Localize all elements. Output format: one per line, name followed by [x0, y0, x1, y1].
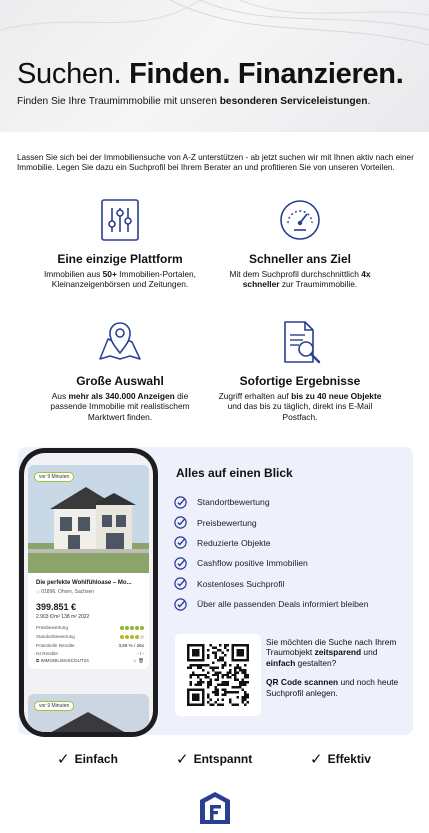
hero-subtitle: Finden Sie Ihre Traumimmobilie mit unseren besonderen Serviceleistungen. [17, 96, 371, 107]
page-title: Suchen. Finden. Finanzieren. [17, 58, 404, 90]
rating-dots [120, 635, 144, 639]
check-icon: ✓ [310, 751, 323, 768]
phone-screen [24, 453, 153, 732]
rating-row: Potentielle Rendite 3,86 % / 26x [36, 643, 144, 648]
feature-choice-title: Große Auswahl [76, 374, 164, 388]
time-badge: vor 9 Minuten [34, 701, 74, 711]
map-pin-icon [97, 319, 143, 365]
feature-platform-description: Immobilien aus 50+ Immobilien-Portalen, Kleinanzeigenbörsen und Zeitungen. [43, 269, 196, 290]
qr-call-to-action: Sie möchten die Suche nach Ihrem Traumobjekt zeitsparend und einfach gestalten? QR Code scannen und noch heute Suchprofil anlegen. [266, 637, 399, 698]
trash-icon[interactable]: 🗑 [138, 658, 144, 663]
qr-code[interactable] [175, 634, 261, 716]
company-logo [199, 791, 231, 825]
list-item: Preisbewertung [174, 512, 369, 532]
location-pin-icon: ◇ [36, 589, 40, 595]
check-circle-icon [174, 516, 187, 529]
rating-row: Ist Rendite - / - [36, 651, 144, 656]
benefit-item: ✓ Effektiv [310, 751, 371, 768]
feature-results-title: Sofortige Ergebnisse [239, 374, 361, 388]
check-icon: ✓ [176, 751, 189, 768]
check-circle-icon [174, 598, 187, 611]
benefit-item: ✓ Entspannt [176, 751, 253, 768]
list-item: Kostenloses Suchprofil [174, 574, 369, 594]
feature-platform-title: Eine einzige Plattform [57, 252, 183, 266]
speedometer-icon [277, 197, 323, 243]
check-circle-icon [174, 496, 187, 509]
feature-speed [215, 197, 385, 290]
feature-results [215, 319, 385, 422]
check-circle-icon [174, 557, 187, 570]
listing-card[interactable] [28, 465, 149, 669]
feature-platform [35, 197, 205, 290]
feature-choice [35, 319, 205, 422]
qr-code-icon [187, 644, 249, 706]
listing-card[interactable] [28, 694, 149, 732]
feature-speed-title: Schneller ans Ziel [248, 252, 352, 266]
overview-checklist [174, 492, 369, 614]
feature-results-description: Zugriff erhalten auf bis zu 40 neue Objekte und das bis zu täglich, direkt ins E-Mail Postfach. [218, 391, 382, 422]
rating-row: Preisbewertung [36, 625, 144, 630]
check-circle-icon [174, 577, 187, 590]
listing-title: Die perfekte Wohlfühloase – Mo... [36, 580, 132, 586]
phone-mockup [19, 448, 158, 737]
benefit-item: ✓ Einfach [57, 751, 118, 768]
list-item: Reduzierte Objekte [174, 533, 369, 553]
feature-choice-description: Aus mehr als 340.000 Anzeigen die passende Immobilie mit realistischem Marktwert finden. [50, 391, 190, 422]
listing-price: 399.851 € [36, 602, 77, 612]
overview-title: Alles auf einen Blick [176, 466, 293, 480]
check-circle-icon [174, 536, 187, 549]
list-item: Cashflow positive Immobilien [174, 553, 369, 573]
star-icon[interactable]: ☆ [132, 658, 137, 663]
hero-banner [0, 0, 429, 132]
list-item: Standortbewertung [174, 492, 369, 512]
external-link-icon[interactable]: ⧉ [36, 658, 40, 663]
time-badge: vor 9 Minuten [34, 472, 74, 482]
check-icon: ✓ [57, 751, 70, 768]
house-photo [28, 694, 149, 732]
rating-row: Standortbewertung [36, 634, 144, 639]
sliders-icon [97, 197, 143, 243]
listing-footer: ⧉ IMMOBILIENSCOUT24 ☆ 🗑 [36, 658, 144, 663]
rating-dots [120, 626, 144, 630]
feature-speed-description: Mit dem Suchprofil durchschnittlich 4x schneller zur Traumimmobilie. [229, 269, 371, 290]
intro-text: Lassen Sie sich bei der Immobiliensuche von A-Z unterstützen - ab jetzt suchen wir mit Ihnen aktiv nach einer Immobilie. Legen Sie dazu ein Suchprofil bei Ihrem Berater an und profitieren Sie von unseren Vorteilen. [17, 153, 414, 173]
listing-meta: 2.903 €/m² 138 m² 2022 [36, 614, 90, 620]
document-search-icon [277, 319, 323, 365]
listing-location: ◇ 01896, Ohorn, Sachsen [36, 589, 95, 595]
list-item: Über alle passenden Deals informiert bleiben [174, 594, 369, 614]
